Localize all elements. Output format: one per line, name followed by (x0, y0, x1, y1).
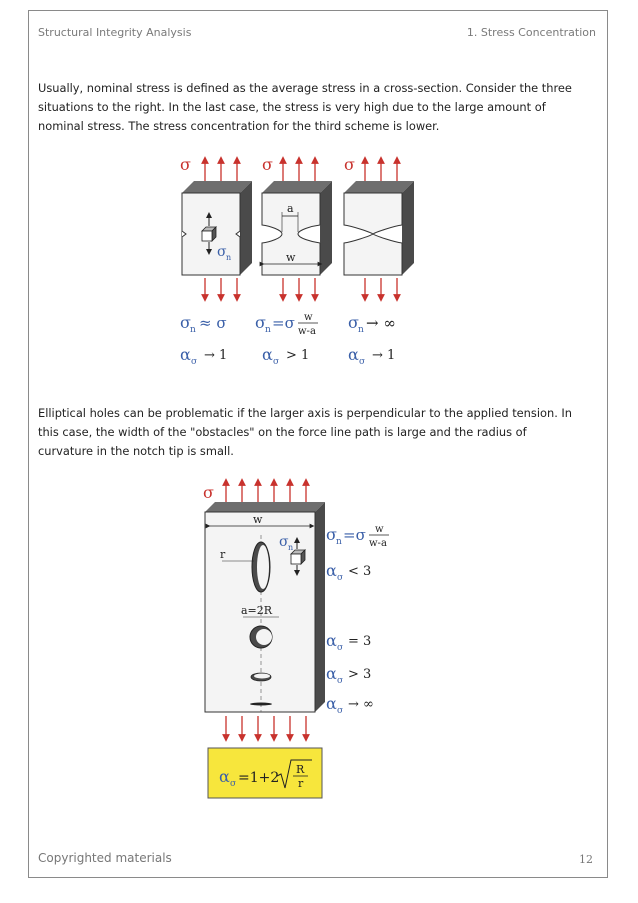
sigma-n-subscript: n (265, 325, 271, 335)
equation-to-infinity: → ∞ (366, 314, 396, 332)
formula-prefix: =1+2 (238, 770, 280, 786)
alpha-symbol: α (326, 694, 337, 713)
sigma-label: σ (180, 155, 191, 174)
alpha-subscript: σ (337, 706, 344, 716)
formula-denominator-r: r (298, 777, 304, 790)
equation-equals-sigma: =σ (272, 314, 295, 332)
equation-approx-sigma: ≈ σ (199, 314, 227, 332)
nominal-stress-equations (180, 312, 396, 337)
sigma-n-subscript: n (336, 537, 342, 547)
dimension-a2r-label: a=2R (241, 604, 273, 617)
dimension-w-label: w (253, 513, 263, 526)
paragraph-line: curvature in the notch tip is small. (38, 444, 234, 458)
alpha-symbol: α (180, 345, 191, 364)
paragraph-line: Usually, nominal stress is defined as the average stress in a cross-section. Consider the three (38, 81, 572, 95)
figure-elliptical-holes (203, 482, 325, 738)
sigma-label: σ (262, 155, 273, 174)
header-title: Structural Integrity Analysis (38, 26, 192, 39)
specimen-deep-notch (262, 181, 332, 275)
alpha-condition-infinity: → ∞ (348, 697, 374, 712)
alpha-condition-lt3: < 3 (348, 564, 372, 579)
sigma-n-subscript: n (226, 253, 232, 262)
stress-concentration-formula (208, 748, 322, 798)
sigma-label: σ (203, 483, 214, 502)
footer-copyright: Copyrighted materials (38, 851, 172, 865)
specimen-plain (182, 181, 252, 275)
alpha-symbol: α (326, 664, 337, 683)
alpha-subscript: σ (337, 573, 344, 583)
alpha-value-2: > 1 (286, 348, 310, 363)
alpha-subscript: σ (191, 357, 198, 367)
alpha-symbol: α (262, 345, 273, 364)
sigma-n-subscript: n (358, 325, 364, 335)
sigma-n-symbol: σ (348, 313, 359, 332)
sigma-n-label: σ (217, 244, 227, 260)
alpha-symbol: α (348, 345, 359, 364)
radius-r-label: r (220, 548, 226, 561)
formula-numerator-R: R (296, 763, 305, 776)
equation-equals-sigma: =σ (343, 526, 366, 544)
alpha-value-3: → 1 (372, 348, 396, 363)
dimension-w-label: w (286, 251, 296, 264)
stress-concentration-factors (180, 345, 395, 367)
fraction-denominator: w-a (298, 326, 316, 337)
alpha-subscript: σ (337, 676, 344, 686)
hole-stress-factors (326, 524, 389, 716)
dimension-a-label: a (287, 202, 294, 215)
alpha-condition-gt3: > 3 (348, 667, 372, 682)
sigma-n-label: σ (279, 534, 289, 550)
tension-arrows-bottom (205, 278, 397, 298)
alpha-subscript: σ (359, 357, 366, 367)
sigma-n-symbol: σ (180, 313, 191, 332)
sigma-label: σ (344, 155, 355, 174)
sigma-n-symbol: σ (255, 313, 266, 332)
sigma-n-subscript: n (288, 543, 294, 552)
paragraph-line: Elliptical holes can be problematic if the larger axis is perpendicular to the applied tension. In (38, 406, 573, 420)
alpha-subscript: σ (273, 357, 280, 367)
alpha-subscript: σ (337, 643, 344, 653)
fraction-numerator: w (375, 524, 384, 535)
paragraph-line: this case, the width of the "obstacles" on the force line path is large and the radius of (38, 425, 527, 439)
sigma-n-symbol: σ (326, 525, 337, 544)
page-number: 12 (579, 853, 593, 866)
alpha-value-1: → 1 (204, 348, 228, 363)
specimen-sharp-notch (344, 181, 414, 275)
fraction-denominator: w-a (369, 538, 387, 549)
tension-arrows-top (205, 160, 397, 182)
alpha-symbol: α (326, 631, 337, 650)
alpha-symbol: α (326, 561, 337, 580)
tension-arrows-bottom (226, 716, 306, 738)
alpha-symbol: α (219, 767, 230, 786)
fraction-numerator: w (304, 312, 313, 323)
sigma-n-subscript: n (190, 325, 196, 335)
paragraph-line: situations to the right. In the last case, the stress is very high due to the large amount of (38, 100, 546, 114)
alpha-condition-eq3: = 3 (348, 634, 372, 649)
alpha-subscript: σ (230, 779, 237, 789)
header-section: 1. Stress Concentration (466, 26, 596, 39)
paragraph-line: nominal stress. The stress concentration for the third scheme is lower. (38, 119, 440, 133)
